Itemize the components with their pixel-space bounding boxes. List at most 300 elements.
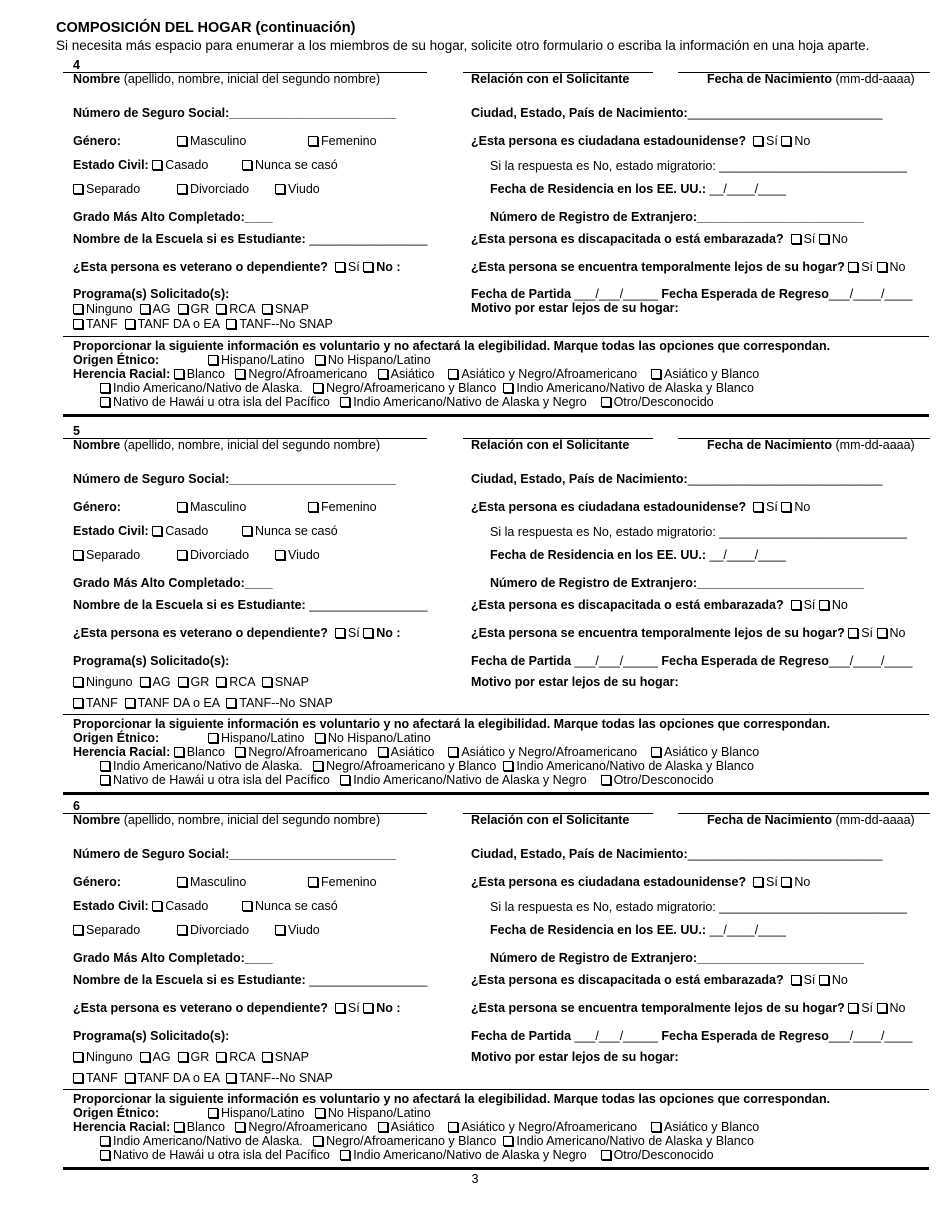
racial-row-3[interactable]	[100, 773, 714, 788]
white-checkbox[interactable]	[174, 367, 225, 381]
female-checkbox[interactable]	[308, 134, 377, 148]
other-checkbox[interactable]	[601, 773, 714, 787]
checkbox-icon	[448, 369, 458, 379]
checkbox-icon	[262, 304, 272, 314]
text: Fecha de Nacimiento	[707, 72, 833, 86]
text: Herencia Racial:	[73, 745, 171, 759]
programs-row-1[interactable]	[73, 302, 309, 316]
birthplace-field[interactable]	[471, 472, 882, 486]
widowed-checkbox[interactable]	[275, 548, 320, 562]
native-black-checkbox-label: Indio Americano/Nativo de Alaska y Negro	[353, 395, 587, 409]
separated-checkbox-label: Separado	[86, 182, 141, 196]
text: Fecha Esperada de Regreso	[661, 654, 829, 668]
citizen-no-checkbox[interactable]	[781, 134, 810, 148]
pacific-checkbox[interactable]	[100, 773, 330, 787]
program-tanf-checkbox[interactable]	[73, 696, 118, 710]
text: Fecha de Partida	[471, 654, 572, 668]
checkbox-icon	[378, 369, 388, 379]
checkbox-icon	[100, 1150, 110, 1160]
veteran-yes-checkbox[interactable]	[335, 260, 360, 274]
program-gr-checkbox[interactable]	[178, 302, 210, 316]
black-white-checkbox[interactable]	[313, 381, 496, 395]
checkbox-icon	[73, 925, 83, 935]
departure-return-fields[interactable]	[471, 287, 912, 301]
native-white-checkbox[interactable]	[503, 1134, 754, 1148]
checkbox-icon	[819, 600, 829, 610]
relation-field[interactable]	[471, 813, 629, 827]
veteran-yes-checkbox-label: Sí	[347, 626, 360, 640]
female-checkbox[interactable]	[308, 875, 377, 889]
away-yes-checkbox[interactable]	[848, 260, 873, 274]
dob-field[interactable]	[707, 813, 915, 827]
alien-number-field[interactable]	[490, 210, 864, 224]
checkbox-icon	[262, 677, 272, 687]
native-black-checkbox[interactable]	[340, 773, 586, 787]
native-black-checkbox[interactable]	[340, 1148, 586, 1162]
other-checkbox-label: Otro/Desconocido	[613, 773, 714, 787]
program-none-checkbox[interactable]	[73, 675, 133, 689]
checkbox-icon	[242, 526, 252, 536]
text: Grado Más Alto Completado:____	[73, 576, 273, 590]
black-white-checkbox-label: Negro/Afroamericano y Blanco	[326, 381, 497, 395]
text: Grado Más Alto Completado:____	[73, 210, 273, 224]
text: ¿Esta persona es discapacitada o está embarazada?	[471, 598, 784, 612]
checkbox-icon	[100, 1136, 110, 1146]
male-checkbox[interactable]	[177, 500, 246, 514]
away-reason-field[interactable]	[471, 1050, 679, 1064]
pacific-checkbox[interactable]	[100, 1148, 330, 1162]
text: ¿Esta persona es discapacitada o está embarazada?	[471, 973, 784, 987]
racial-row-3[interactable]	[100, 1148, 714, 1163]
never-married-option[interactable]	[242, 524, 338, 538]
program-tanf-no-snap-checkbox[interactable]	[226, 1071, 333, 1085]
dob-field[interactable]	[707, 72, 915, 86]
text: _________________	[305, 973, 428, 987]
residence-date-field[interactable]	[490, 548, 786, 562]
grade-field[interactable]	[73, 576, 273, 590]
member-number-wrap	[73, 424, 80, 438]
text: Si la respuesta es No, estado migratorio: ___________________________	[490, 900, 907, 914]
non-hispanic-checkbox[interactable]	[315, 353, 431, 367]
program-ag-checkbox[interactable]	[140, 302, 171, 316]
program-tanf-da-checkbox[interactable]	[125, 1071, 220, 1085]
text: __/____/____	[706, 923, 786, 937]
text: Nombre	[73, 438, 121, 452]
text: Ciudad, Estado, País de Nacimiento:	[471, 472, 688, 486]
asian-black-checkbox[interactable]	[448, 1120, 637, 1134]
school-field[interactable]	[73, 598, 427, 612]
divorced-checkbox-label: Divorciado	[190, 923, 250, 937]
asian-white-checkbox[interactable]	[651, 1120, 759, 1134]
departure-return-fields[interactable]	[471, 1029, 912, 1043]
racial-row-2[interactable]	[100, 759, 754, 774]
page-subtitle: Si necesita más espacio para enumerar a los miembros de su hogar, solicite otro formulario o escriba la información en una hoja aparte.	[56, 38, 870, 53]
checkbox-icon	[448, 1122, 458, 1132]
relation-field[interactable]	[471, 438, 629, 452]
divorced-checkbox[interactable]	[177, 548, 249, 562]
text: Número de Seguro Social:________________________	[73, 847, 397, 861]
disabled-question[interactable]	[471, 232, 848, 246]
separated-checkbox[interactable]	[73, 182, 140, 196]
veteran-question[interactable]	[73, 1001, 401, 1015]
non-hispanic-checkbox[interactable]	[315, 1106, 431, 1120]
away-reason-field[interactable]	[471, 301, 679, 315]
text: Nombre	[73, 72, 121, 86]
divorced-option[interactable]	[177, 923, 249, 937]
checkbox-icon	[73, 304, 83, 314]
divorced-checkbox-label: Divorciado	[190, 182, 250, 196]
away-no-checkbox[interactable]	[877, 626, 906, 640]
married-checkbox[interactable]	[152, 899, 208, 913]
away-reason-field[interactable]	[471, 675, 679, 689]
text: Género:	[73, 134, 121, 148]
asian-black-checkbox-label: Asiático y Negro/Afroamericano	[461, 367, 638, 381]
separated-checkbox-label: Separado	[86, 923, 141, 937]
separator-line	[63, 1089, 929, 1090]
checkbox-icon	[340, 1150, 350, 1160]
programs-row-1[interactable]	[73, 675, 309, 689]
disabled-no-checkbox[interactable]	[819, 973, 848, 987]
program-tanf-da-checkbox[interactable]	[125, 317, 220, 331]
school-field[interactable]	[73, 232, 427, 246]
away-question[interactable]	[471, 1001, 905, 1015]
program-none-checkbox[interactable]	[73, 1050, 133, 1064]
program-gr-checkbox-label: GR	[190, 675, 210, 689]
male-checkbox[interactable]	[177, 875, 246, 889]
separated-checkbox[interactable]	[73, 548, 140, 562]
program-tanf-no-snap-checkbox-label: TANF--No SNAP	[239, 317, 333, 331]
married-checkbox[interactable]	[152, 524, 208, 538]
program-rca-checkbox[interactable]	[216, 302, 255, 316]
marital-status[interactable]	[73, 899, 208, 913]
text: __/____/____	[706, 182, 786, 196]
school-field[interactable]	[73, 973, 427, 987]
program-none-checkbox-label: Ninguno	[86, 302, 133, 316]
veteran-question[interactable]	[73, 626, 401, 640]
native-checkbox[interactable]	[100, 759, 303, 773]
male-checkbox[interactable]	[177, 134, 246, 148]
text: Número de Seguro Social:________________________	[73, 106, 397, 120]
asian-black-checkbox[interactable]	[448, 367, 637, 381]
program-snap-checkbox-label: SNAP	[274, 1050, 309, 1064]
ethnic-origin-label	[73, 353, 159, 368]
checkbox-icon	[877, 1003, 887, 1013]
checkbox-icon	[73, 550, 83, 560]
away-yes-checkbox[interactable]	[848, 1001, 873, 1015]
asian-checkbox[interactable]	[378, 745, 435, 759]
programs-row-1[interactable]	[73, 1050, 309, 1064]
widowed-checkbox[interactable]	[275, 182, 320, 196]
name-field[interactable]	[73, 813, 380, 827]
gender-label	[73, 500, 121, 514]
racial-row-1[interactable]	[73, 367, 759, 382]
checkbox-icon	[335, 628, 345, 638]
married-checkbox[interactable]	[152, 158, 208, 172]
separated-checkbox[interactable]	[73, 923, 140, 937]
disabled-yes-checkbox-label: Sí	[803, 973, 816, 987]
birthplace-field[interactable]	[471, 106, 882, 120]
checkbox-icon	[125, 1073, 135, 1083]
residence-date-field[interactable]	[490, 182, 786, 196]
away-no-checkbox-label: No	[889, 260, 906, 274]
disabled-no-checkbox[interactable]	[819, 232, 848, 246]
racial-row-3[interactable]	[100, 395, 714, 410]
disabled-question[interactable]	[471, 598, 848, 612]
female-checkbox[interactable]	[308, 500, 377, 514]
native-white-checkbox-label: Indio Americano/Nativo de Alaska y Blanco	[516, 759, 754, 773]
checkbox-icon	[308, 877, 318, 887]
ethnic-options[interactable]	[208, 353, 431, 368]
male-option[interactable]	[177, 875, 246, 889]
disabled-yes-checkbox[interactable]	[791, 232, 816, 246]
citizen-no-checkbox-label: No	[794, 134, 811, 148]
immigration-status-field[interactable]	[490, 159, 907, 173]
checkbox-icon	[819, 234, 829, 244]
program-snap-checkbox[interactable]	[262, 1050, 309, 1064]
separated-option[interactable]	[73, 548, 140, 562]
program-snap-checkbox[interactable]	[262, 302, 309, 316]
citizen-no-checkbox[interactable]	[781, 500, 810, 514]
male-checkbox-label: Masculino	[190, 500, 247, 514]
ssn-field[interactable]	[73, 847, 396, 861]
checkbox-icon	[275, 925, 285, 935]
away-question[interactable]	[471, 260, 905, 274]
away-yes-checkbox[interactable]	[848, 626, 873, 640]
widowed-option[interactable]	[275, 548, 320, 562]
programs-row-2[interactable]	[73, 317, 333, 331]
away-no-checkbox[interactable]	[877, 1001, 906, 1015]
alien-number-field[interactable]	[490, 951, 864, 965]
veteran-yes-checkbox[interactable]	[335, 1001, 360, 1015]
white-checkbox-label: Blanco	[186, 745, 225, 759]
citizen-yes-checkbox[interactable]	[753, 875, 778, 889]
widowed-checkbox[interactable]	[275, 923, 320, 937]
separated-option[interactable]	[73, 923, 140, 937]
asian-white-checkbox[interactable]	[651, 367, 759, 381]
text: Grado Más Alto Completado:____	[73, 951, 273, 965]
male-option[interactable]	[177, 500, 246, 514]
ssn-field[interactable]	[73, 472, 396, 486]
other-checkbox[interactable]	[601, 1148, 714, 1162]
program-tanf-no-snap-checkbox-label: TANF--No SNAP	[239, 696, 333, 710]
checkbox-icon	[275, 184, 285, 194]
veteran-yes-checkbox[interactable]	[335, 626, 360, 640]
program-tanf-da-checkbox-label: TANF DA o EA	[137, 696, 220, 710]
program-snap-checkbox[interactable]	[262, 675, 309, 689]
text: Relación con el Solicitante	[471, 813, 630, 827]
text: No :	[376, 260, 401, 274]
program-gr-checkbox[interactable]	[178, 675, 210, 689]
black-checkbox[interactable]	[235, 367, 367, 381]
white-checkbox[interactable]	[174, 1120, 225, 1134]
divorced-option[interactable]	[177, 182, 249, 196]
non-hispanic-checkbox[interactable]	[315, 731, 431, 745]
voluntary-notice	[73, 339, 830, 354]
white-checkbox[interactable]	[174, 745, 225, 759]
ethnic-options[interactable]	[208, 731, 431, 746]
native-checkbox-label: Indio Americano/Nativo de Alaska.	[113, 381, 303, 395]
voluntary-notice	[73, 717, 830, 732]
hispanic-checkbox[interactable]	[208, 353, 304, 367]
black-white-checkbox[interactable]	[313, 1134, 496, 1148]
away-no-checkbox[interactable]	[877, 260, 906, 274]
citizen-question[interactable]	[471, 134, 810, 148]
divorced-checkbox-label: Divorciado	[190, 548, 250, 562]
never-married-checkbox[interactable]	[242, 899, 338, 913]
programs-row-2[interactable]	[73, 1071, 333, 1085]
text: Origen Étnico:	[73, 1106, 160, 1120]
native-checkbox[interactable]	[100, 381, 303, 395]
racial-row-1[interactable]	[73, 1120, 759, 1135]
gender-label	[73, 134, 121, 148]
marital-status[interactable]	[73, 158, 208, 172]
asian-white-checkbox[interactable]	[651, 745, 759, 759]
checkbox-icon	[125, 698, 135, 708]
checkbox-icon	[152, 901, 162, 911]
citizen-yes-checkbox[interactable]	[753, 134, 778, 148]
text: _________________	[305, 232, 428, 246]
male-option[interactable]	[177, 134, 246, 148]
ssn-field[interactable]	[73, 106, 396, 120]
hispanic-checkbox[interactable]	[208, 1106, 304, 1120]
residence-date-field[interactable]	[490, 923, 786, 937]
ethnic-options[interactable]	[208, 1106, 431, 1121]
program-rca-checkbox[interactable]	[216, 675, 255, 689]
alien-number-field[interactable]	[490, 576, 864, 590]
away-question[interactable]	[471, 626, 905, 640]
native-checkbox[interactable]	[100, 1134, 303, 1148]
program-tanf-checkbox[interactable]	[73, 317, 118, 331]
program-gr-checkbox-label: GR	[190, 1050, 210, 1064]
never-married-checkbox[interactable]	[242, 524, 338, 538]
program-gr-checkbox[interactable]	[178, 1050, 210, 1064]
immigration-status-field[interactable]	[490, 525, 907, 539]
text: (apellido, nombre, inicial del segundo nombre)	[120, 438, 381, 452]
checkbox-icon	[208, 355, 218, 365]
married-checkbox-label: Casado	[165, 158, 209, 172]
program-ag-checkbox[interactable]	[140, 1050, 171, 1064]
program-tanf-no-snap-checkbox[interactable]	[226, 696, 333, 710]
text: Relación con el Solicitante	[471, 72, 630, 86]
female-option[interactable]	[308, 875, 377, 889]
checkbox-icon	[208, 1108, 218, 1118]
checkbox-icon	[753, 877, 763, 887]
program-tanf-no-snap-checkbox[interactable]	[226, 317, 333, 331]
non-hispanic-checkbox-label: No Hispano/Latino	[327, 353, 431, 367]
program-none-checkbox[interactable]	[73, 302, 133, 316]
female-option[interactable]	[308, 500, 377, 514]
grade-field[interactable]	[73, 210, 273, 224]
native-black-checkbox[interactable]	[340, 395, 586, 409]
program-rca-checkbox-label: RCA	[229, 302, 255, 316]
asian-black-checkbox[interactable]	[448, 745, 637, 759]
pacific-checkbox[interactable]	[100, 395, 330, 409]
grade-field[interactable]	[73, 951, 273, 965]
relation-field[interactable]	[471, 72, 629, 86]
checkbox-icon	[226, 1073, 236, 1083]
birthplace-field[interactable]	[471, 847, 882, 861]
checkbox-icon	[378, 1122, 388, 1132]
disabled-yes-checkbox[interactable]	[791, 598, 816, 612]
asian-white-checkbox-label: Asiático y Blanco	[664, 1120, 760, 1134]
female-checkbox-label: Femenino	[321, 875, 377, 889]
checkbox-icon	[140, 304, 150, 314]
text: ____________________________	[687, 847, 883, 861]
native-white-checkbox[interactable]	[503, 381, 754, 395]
black-checkbox[interactable]	[235, 745, 367, 759]
citizen-yes-checkbox-label: Sí	[766, 875, 778, 889]
veteran-question[interactable]	[73, 260, 401, 274]
member-number-wrap	[73, 799, 80, 813]
racial-row-2[interactable]	[100, 381, 754, 396]
checkbox-icon	[177, 877, 187, 887]
asian-checkbox[interactable]	[378, 1120, 435, 1134]
separated-option[interactable]	[73, 182, 140, 196]
other-checkbox[interactable]	[601, 395, 714, 409]
checkbox-icon	[262, 1052, 272, 1062]
page-title: COMPOSICIÓN DEL HOGAR (continuación)	[56, 20, 356, 36]
text: _________________	[305, 598, 428, 612]
racial-row-2[interactable]	[100, 1134, 754, 1149]
immigration-status-field[interactable]	[490, 900, 907, 914]
marital-status[interactable]	[73, 524, 208, 538]
text: Ciudad, Estado, País de Nacimiento:	[471, 106, 688, 120]
divorced-checkbox[interactable]	[177, 923, 249, 937]
citizen-question[interactable]	[471, 875, 810, 889]
checkbox-icon	[174, 1122, 184, 1132]
programs-row-2[interactable]	[73, 696, 333, 710]
section-divider	[63, 414, 929, 417]
black-checkbox[interactable]	[235, 1120, 367, 1134]
program-rca-checkbox[interactable]	[216, 1050, 255, 1064]
married-checkbox-label: Casado	[165, 899, 209, 913]
widowed-option[interactable]	[275, 923, 320, 937]
female-option[interactable]	[308, 134, 377, 148]
never-married-option[interactable]	[242, 899, 338, 913]
black-white-checkbox[interactable]	[313, 759, 496, 773]
widowed-option[interactable]	[275, 182, 320, 196]
divorced-checkbox[interactable]	[177, 182, 249, 196]
disabled-yes-checkbox[interactable]	[791, 973, 816, 987]
never-married-checkbox[interactable]	[242, 158, 338, 172]
program-ag-checkbox[interactable]	[140, 675, 171, 689]
departure-return-fields[interactable]	[471, 654, 912, 668]
disabled-no-checkbox[interactable]	[819, 598, 848, 612]
text: Fecha de Nacimiento	[707, 438, 833, 452]
name-field[interactable]	[73, 438, 380, 452]
native-white-checkbox-label: Indio Americano/Nativo de Alaska y Blanco	[516, 381, 754, 395]
never-married-option[interactable]	[242, 158, 338, 172]
program-tanf-checkbox[interactable]	[73, 1071, 118, 1085]
asian-white-checkbox-label: Asiático y Blanco	[664, 367, 760, 381]
widowed-checkbox-label: Viudo	[288, 548, 320, 562]
hispanic-checkbox[interactable]	[208, 731, 304, 745]
asian-checkbox[interactable]	[378, 367, 435, 381]
native-white-checkbox[interactable]	[503, 759, 754, 773]
racial-row-1[interactable]	[73, 745, 759, 760]
text: Fecha de Partida	[471, 287, 572, 301]
text: Si la respuesta es No, estado migratorio: ___________________________	[490, 159, 907, 173]
divorced-option[interactable]	[177, 548, 249, 562]
citizen-yes-checkbox[interactable]	[753, 500, 778, 514]
name-field[interactable]	[73, 72, 380, 86]
text: Estado Civil:	[73, 524, 149, 538]
program-tanf-da-checkbox[interactable]	[125, 696, 220, 710]
citizen-no-checkbox[interactable]	[781, 875, 810, 889]
disabled-question[interactable]	[471, 973, 848, 987]
citizen-question[interactable]	[471, 500, 810, 514]
dob-field[interactable]	[707, 438, 915, 452]
